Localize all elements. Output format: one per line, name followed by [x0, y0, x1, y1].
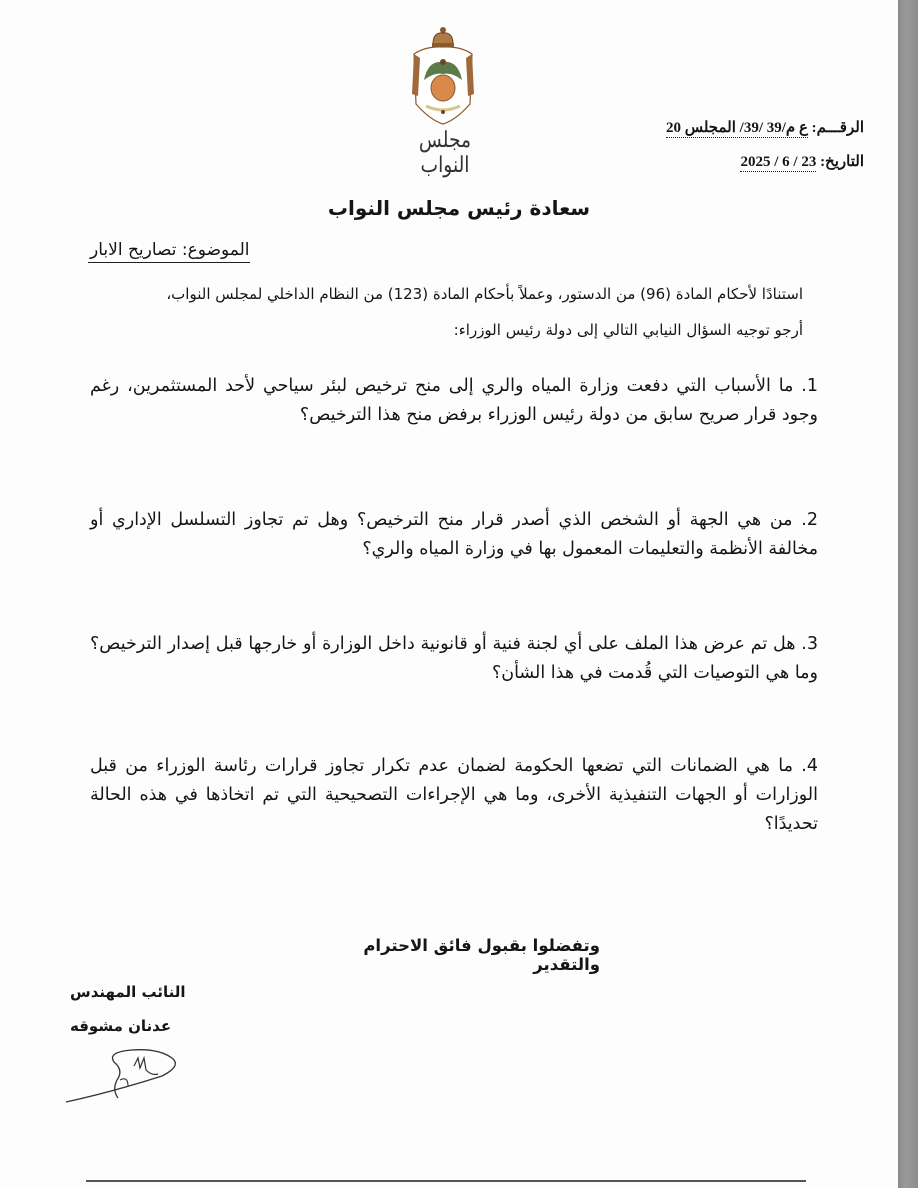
coat-of-arms-icon [406, 24, 480, 128]
intro-paragraph: استنادًا لأحكام المادة (96) من الدستور، وعملاً بأحكام المادة (123) من النظام الداخلي لمجلس النواب، [166, 285, 803, 303]
signer-title: النائب المهندس [70, 983, 186, 1001]
letter-date [740, 152, 864, 171]
subject-line: الموضوع: تصاريح الابار [88, 240, 250, 263]
reference-number [666, 118, 864, 137]
reference-label: الرقـــم: [811, 120, 864, 136]
scan-edge-bar [898, 0, 918, 1188]
signer-name: عدنان مشوقه [70, 1017, 172, 1035]
handwritten-signature-icon [62, 1040, 182, 1110]
question-3: 3. هل تم عرض هذا الملف على أي لجنة فنية أو قانونية داخل الوزارة أو خارجها قبل إصدار الترخيص؟ وما هي التوصيات التي قُدمت في هذا الشأن؟ [90, 634, 818, 683]
question-2: 2. من هي الجهة أو الشخص الذي أصدر قرار منح الترخيص؟ وهل تم تجاوز التسلسل الإداري أو مخالفة الأنظمة والتعليمات المعمول بها في وزارة المياه والري؟ [90, 510, 818, 559]
footer-divider [86, 1180, 806, 1182]
date-value: 23 / 6 / 2025 [740, 154, 817, 170]
institution-calligraphy: مجلس النواب [418, 128, 472, 178]
closing-salutation: وتفضلوا بقبول فائق الاحترام والتقدير [363, 936, 600, 974]
question-4: 4. ما هي الضمانات التي تضعها الحكومة لضمان عدم تكرار تجاوز قرارات رئاسة الوزراء من قبل الوزارات أو الجهات التنفيذية الأخرى، وما هي الإجراءات التصحيحية التي تم اتخاذها في هذه الحالة تحديدًا؟ [90, 756, 818, 834]
question-1: 1. ما الأسباب التي دفعت وزارة المياه والري إلى منح ترخيص لبئر سياحي لأحد المستثمرين، رغم وجود قرار صريح سابق من دولة رئيس الوزراء برفض منح هذا الترخيص؟ [90, 376, 818, 425]
addressee-heading: سعادة رئيس مجلس النواب [327, 196, 591, 220]
intro-request: أرجو توجيه السؤال النيابي التالي إلى دولة رئيس الوزراء: [453, 321, 803, 339]
date-label: التاريخ: [820, 154, 864, 170]
reference-value: ع م/39 /39/ المجلس 20 [665, 120, 808, 136]
